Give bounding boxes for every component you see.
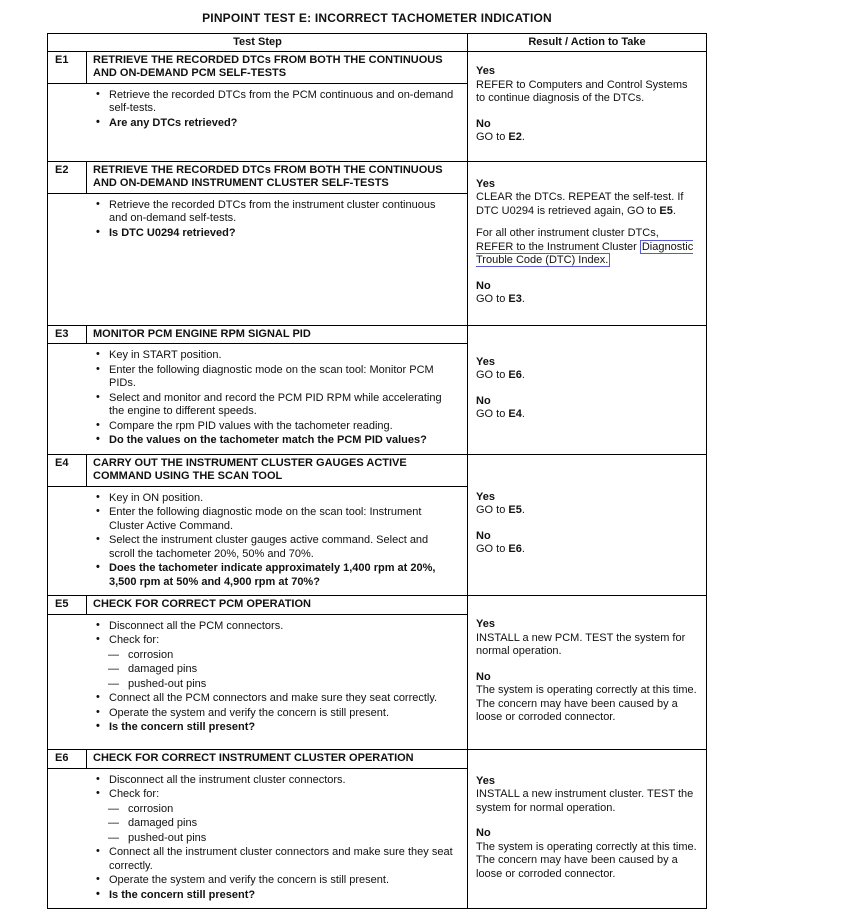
bullet-item: • Are any DTCs retrieved? xyxy=(96,117,455,131)
result-label: No xyxy=(476,394,491,407)
bullet-item: • Retrieve the recorded DTCs from the instrument cluster continuous and on-demand self-tests. xyxy=(96,199,455,226)
step-instructions xyxy=(48,769,467,909)
step-id: E5 xyxy=(48,596,87,614)
bullet-item: • Operate the system and verify the concern is still present. xyxy=(96,707,455,721)
text-segment: . xyxy=(521,504,525,517)
result-label: No xyxy=(476,117,491,130)
text-segment: E5 xyxy=(659,204,673,217)
result-text xyxy=(476,227,698,268)
result-text xyxy=(476,369,698,383)
step-header xyxy=(48,162,467,194)
bullet-item: • Compare the rpm PID values with the tachometer reading. xyxy=(96,420,455,434)
table-header-row xyxy=(48,34,706,52)
test-step-row-e4 xyxy=(48,455,706,597)
result-block-no xyxy=(476,118,698,145)
text-segment: . xyxy=(521,131,525,144)
result-block-yes xyxy=(476,65,698,106)
text-segment: . xyxy=(672,204,676,217)
result-text xyxy=(476,191,698,218)
text-segment: GO to xyxy=(476,293,509,305)
result-block-yes xyxy=(476,775,698,816)
bullet-item: • Operate the system and verify the concern is still present. xyxy=(96,874,455,888)
sub-item: — corrosion xyxy=(96,649,455,663)
step-title: CHECK FOR CORRECT INSTRUMENT CLUSTER OPERATION xyxy=(93,752,414,764)
step-id: E3 xyxy=(48,326,87,344)
bullet-item: • Key in START position. xyxy=(96,349,455,363)
test-step-row-e3 xyxy=(48,326,706,455)
sub-item: — corrosion xyxy=(96,803,455,817)
bullet-item: • Check for: xyxy=(96,634,455,648)
step-instructions xyxy=(48,84,467,161)
test-steps xyxy=(48,52,706,909)
result-label: No xyxy=(476,827,491,840)
step-title: CARRY OUT THE INSTRUMENT CLUSTER GAUGES ACTIVE COMMAND USING THE SCAN TOOL xyxy=(93,456,407,482)
bullet-item: • Select the instrument cluster gauges active command. Select and scroll the tachometer 20%, 50% and 70%. xyxy=(96,534,455,561)
bullet-item: • Disconnect all the PCM connectors. xyxy=(96,620,455,634)
step-instructions xyxy=(48,194,467,325)
text-segment: E6 xyxy=(508,543,522,556)
text-segment: GO to xyxy=(476,131,509,144)
pinpoint-test-table xyxy=(47,33,707,909)
result-cell xyxy=(468,596,706,749)
text-segment: . xyxy=(521,293,525,305)
bullet-item: • Check for: xyxy=(96,788,455,802)
bullet-item: • Does the tachometer indicate approximately 1,400 rpm at 20%, 3,500 rpm at 50% and 4,900 rpm at 70%? xyxy=(96,562,455,589)
text-segment: . xyxy=(521,369,525,381)
result-label: Yes xyxy=(476,774,495,787)
step-id: E6 xyxy=(48,750,87,768)
bullet-item: • Is the concern still present? xyxy=(96,721,455,735)
step-instructions xyxy=(48,344,467,454)
result-label: Yes xyxy=(476,65,495,78)
bullet-item: • Do the values on the tachometer match the PCM PID values? xyxy=(96,434,455,448)
bullet-item: • Is DTC U0294 retrieved? xyxy=(96,227,455,241)
result-cell xyxy=(468,326,706,454)
text-segment: E2 xyxy=(508,131,522,144)
result-text xyxy=(476,841,698,882)
sub-item: — damaged pins xyxy=(96,817,455,831)
text-segment: INSTALL a new instrument cluster. TEST the system for normal operation. xyxy=(476,788,694,814)
result-block-yes xyxy=(476,491,698,518)
result-cell xyxy=(468,52,706,161)
bullet-item: • Enter the following diagnostic mode on the scan tool: Monitor PCM PIDs. xyxy=(96,364,455,391)
result-cell xyxy=(468,455,706,596)
step-instructions xyxy=(48,487,467,596)
test-step-cell xyxy=(48,455,468,596)
test-step-cell xyxy=(48,596,468,749)
result-block-no xyxy=(476,671,698,725)
result-text xyxy=(476,632,698,659)
text-segment: The system is operating correctly at this time. The concern may have been caused by a loose or corroded connector. xyxy=(476,684,697,724)
result-text xyxy=(476,684,698,725)
text-segment: E4 xyxy=(508,408,522,420)
step-id: E2 xyxy=(48,162,87,193)
text-segment: For all other instrument cluster DTCs, REFER to the Instrument Cluster xyxy=(476,227,659,253)
test-step-cell xyxy=(48,162,468,325)
text-segment: E5 xyxy=(508,504,522,517)
test-step-cell xyxy=(48,750,468,908)
result-block-no xyxy=(476,395,698,422)
dtc-index-link[interactable]: Diagnostic Trouble Code (DTC) Index. xyxy=(476,240,694,266)
test-step-row-e1 xyxy=(48,52,706,162)
result-label: No xyxy=(476,279,491,292)
test-step-row-e5 xyxy=(48,596,706,750)
page-title: PINPOINT TEST E: INCORRECT TACHOMETER INDICATION xyxy=(202,11,552,25)
result-cell xyxy=(468,162,706,325)
text-segment: E6 xyxy=(508,369,522,381)
text-segment: The system is operating correctly at this time. The concern may have been caused by a loose or corroded connector. xyxy=(476,840,697,880)
text-segment: GO to xyxy=(476,408,509,420)
text-segment: GO to xyxy=(476,504,509,517)
bullet-item: • Key in ON position. xyxy=(96,492,455,506)
step-id: E1 xyxy=(48,52,87,83)
result-text xyxy=(476,504,698,518)
text-segment: REFER to Computers and Control Systems to continue diagnosis of the DTCs. xyxy=(476,78,688,105)
step-header xyxy=(48,750,467,769)
step-title: MONITOR PCM ENGINE RPM SIGNAL PID xyxy=(93,327,311,340)
result-block-yes xyxy=(476,356,698,383)
step-header xyxy=(48,455,467,487)
column-header-result-action: Result / Action to Take xyxy=(528,36,646,48)
result-text xyxy=(476,293,698,307)
text-segment: . xyxy=(521,408,525,420)
text-segment: . xyxy=(521,543,525,556)
result-label: Yes xyxy=(476,490,495,503)
result-text xyxy=(476,79,698,106)
column-header-test-step: Test Step xyxy=(48,34,468,51)
bullet-item: • Connect all the instrument cluster connectors and make sure they seat correctly. xyxy=(96,846,455,873)
text-segment: GO to xyxy=(476,369,509,381)
text-segment: CLEAR the DTCs. REPEAT the self-test. If DTC U0294 is retrieved again, GO to xyxy=(476,191,684,217)
step-id: E4 xyxy=(48,455,87,486)
text-segment: INSTALL a new PCM. TEST the system for normal operation. xyxy=(476,631,686,658)
step-instructions xyxy=(48,615,467,750)
test-step-cell xyxy=(48,52,468,161)
step-title: RETRIEVE THE RECORDED DTCs FROM BOTH THE CONTINUOUS AND ON-DEMAND PCM SELF-TESTS xyxy=(93,53,443,79)
bullet-item: • Is the concern still present? xyxy=(96,889,455,903)
result-text xyxy=(476,408,698,422)
result-text xyxy=(476,131,698,145)
result-label: Yes xyxy=(476,618,495,631)
result-block-yes xyxy=(476,618,698,659)
result-block-no xyxy=(476,827,698,881)
sub-item: — damaged pins xyxy=(96,663,455,677)
bullet-item: • Enter the following diagnostic mode on the scan tool: Instrument Cluster Active Command. xyxy=(96,506,455,533)
text-segment: GO to xyxy=(476,543,509,556)
result-label: Yes xyxy=(476,177,495,190)
result-label: No xyxy=(476,670,491,683)
result-block-yes xyxy=(476,178,698,268)
result-label: No xyxy=(476,529,491,542)
sub-item: — pushed-out pins xyxy=(96,832,455,846)
bullet-item: • Select and monitor and record the PCM PID RPM while accelerating the engine to different speeds. xyxy=(96,392,455,419)
bullet-item: • Disconnect all the instrument cluster connectors. xyxy=(96,774,455,788)
test-step-row-e6 xyxy=(48,750,706,908)
text-segment: E3 xyxy=(508,293,522,305)
bullet-item: • Connect all the PCM connectors and make sure they seat correctly. xyxy=(96,692,455,706)
step-header xyxy=(48,52,467,84)
step-title: CHECK FOR CORRECT PCM OPERATION xyxy=(93,598,311,610)
step-header xyxy=(48,326,467,345)
result-cell xyxy=(468,750,706,908)
result-block-no xyxy=(476,280,698,307)
test-step-cell xyxy=(48,326,468,454)
test-step-row-e2 xyxy=(48,162,706,326)
result-block-no xyxy=(476,530,698,557)
bullet-item: • Retrieve the recorded DTCs from the PCM continuous and on-demand self-tests. xyxy=(96,89,455,116)
sub-item: — pushed-out pins xyxy=(96,678,455,692)
step-title: RETRIEVE THE RECORDED DTCs FROM BOTH THE CONTINUOUS AND ON-DEMAND INSTRUMENT CLUSTER SELF-TESTS xyxy=(93,163,443,189)
result-text xyxy=(476,543,698,557)
step-header xyxy=(48,596,467,615)
result-text xyxy=(476,788,698,815)
result-label: Yes xyxy=(476,355,495,368)
